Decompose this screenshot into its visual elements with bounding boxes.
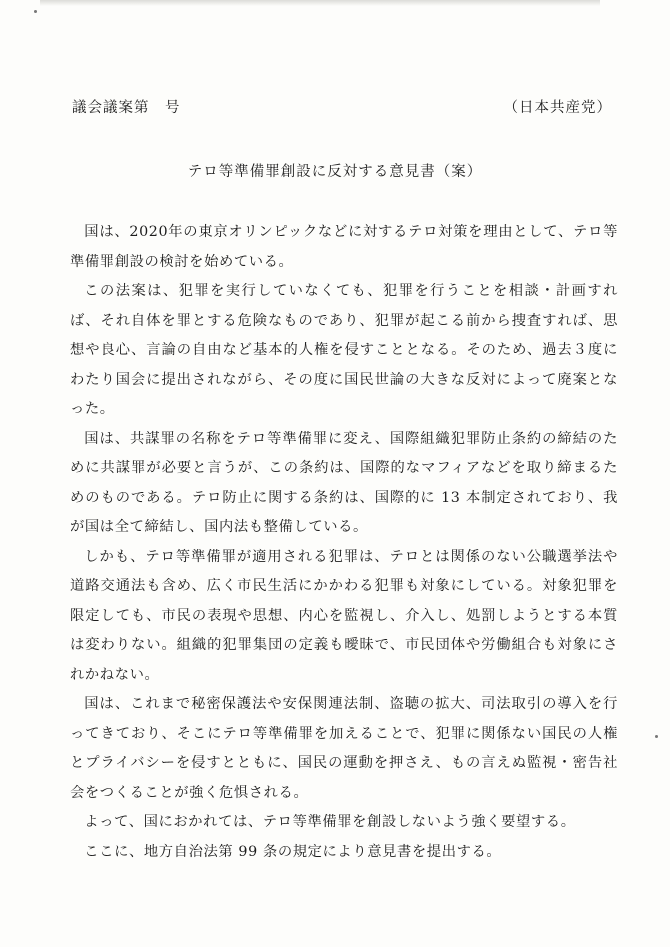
scan-speck [34, 10, 37, 13]
paragraph: ここに、地方自治法第 99 条の規定により意見書を提出する。 [84, 843, 502, 860]
paragraph: よって、国におかれては、テロ等準備罪を創設しないよう強く要望する。 [84, 814, 576, 830]
document-body [70, 218, 618, 867]
paragraph: この法案は、犯罪を実行していなくても、犯罪を行うことを相談・計画すれば、それ自体を罪とする危険なものであり、犯罪が起こる前から捜査すれば、思想や良心、言論の自由など基本的人権を侵すこととなる。そのため、過去３度にわたり国会に提出されながら、その度に国民世論の大きな反対によって廃案となった。 [70, 283, 618, 417]
paragraph: 国は、これまで秘密保護法や安保関連法制、盗聴の拡大、司法取引の導入を行ってきており、そこにテロ等準備罪を加えることで、犯罪に関係ない国民の人権とプライバシーを侵すとともに、国民の運動を押さえ、もの言えぬ監視・密告社会をつくることが強く危惧される。 [70, 696, 618, 801]
bill-number-label: 議会議案第 号 [72, 100, 181, 116]
paragraph: 国は、共謀罪の名称をテロ等準備罪に変え、国際組織犯罪防止条約の締結のために共謀罪が必要と言うが、この条約は、国際的なマフィアなどを取り締まるためのものである。テロ防止に関する条約は、国際的に 13 本制定されており、我が国は全て締結し、国内法も整備している。 [70, 430, 618, 535]
party-label: （日本共産党） [503, 100, 612, 116]
scan-speck [655, 735, 658, 738]
scan-edge-shadow [40, 0, 600, 6]
paragraph: 国は、2020年の東京オリンピックなどに対するテロ対策を理由として、テロ等準備罪創設の検討を始めている。 [70, 224, 618, 270]
paragraph: しかも、テロ等準備罪が適用される犯罪は、テロとは関係のない公職選挙法や道路交通法も含め、広く市民生活にかかわる犯罪も対象にしている。対象犯罪を限定しても、市民の表現や思想、内心を監視し、介入し、処罰しようとする本質は変わりない。組織的犯罪集団の定義も曖昧で、市民団体や労働組合も対象にされかねない。 [70, 548, 618, 683]
document-title: テロ等準備罪創設に反対する意見書（案） [187, 164, 483, 180]
